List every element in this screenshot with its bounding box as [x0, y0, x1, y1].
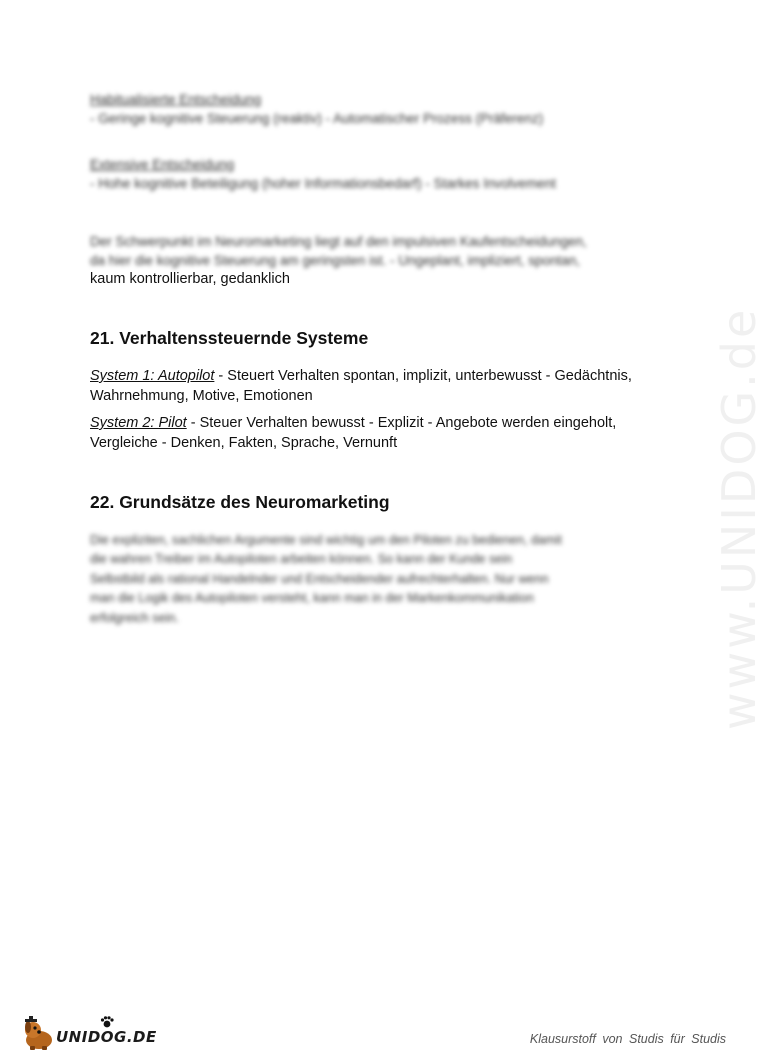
- section-21: [90, 328, 665, 349]
- section-21-heading: 21. Verhaltenssteuernde Systeme: [90, 328, 369, 348]
- schwerpunkt-line-3: kaum kontrollierbar, gedanklich: [90, 271, 290, 287]
- footer-tagline: Klausurstoff von Studis für Studis: [529, 1032, 726, 1046]
- unidog-watermark: www.UNIDOG.de: [712, 306, 766, 730]
- section-22-line-3: Selbstbild als rational Handelnder und Entscheidender aufrechterhalten. Nur wenn: [90, 571, 549, 586]
- paw-icon: [100, 1016, 114, 1028]
- blurred-extensive-section: [90, 155, 665, 193]
- section-21-body: [90, 367, 665, 459]
- section-22-line-5: erfolgreich sein.: [90, 610, 179, 625]
- section-22-line-2: die wahren Treiber im Autopiloten arbeiten können. So kann der Kunde sein: [90, 552, 513, 567]
- unidog-logo[interactable]: [22, 1016, 162, 1052]
- text-extensive: - Hohe kognitive Beteiligung (hoher Informationsbedarf) - Starkes Involvement: [90, 176, 556, 191]
- schwerpunkt-line-1: Der Schwerpunkt im Neuromarketing liegt auf den impulsiven Kaufentscheidungen,: [90, 234, 587, 249]
- heading-extensive: Extensive Entscheidung: [90, 157, 235, 172]
- system-1-label: System 1: Autopilot: [90, 368, 215, 384]
- section-22: [90, 492, 665, 513]
- section-22-line-4: man die Logik des Autopiloten versteht, kann man in der Markenkommunikation: [90, 591, 534, 606]
- logo-text: UNIDOG.DE: [56, 1028, 157, 1046]
- system-2-label: System 2: Pilot: [90, 415, 187, 431]
- section-22-heading: 22. Grundsätze des Neuromarketing: [90, 492, 390, 512]
- section-22-blurred-paragraph: [90, 531, 665, 628]
- heading-habitualisierte: Habitualisierte Entscheidung: [90, 92, 262, 107]
- blurred-top-section: [90, 90, 665, 128]
- system-2-entry: [90, 414, 665, 453]
- text-habitualisierte: - Geringe kognitive Steuerung (reaktiv) - Automatischer Prozess (Präferenz): [90, 111, 544, 126]
- section-22-line-1: Die expliziten, sachlichen Argumente sind wichtig um den Piloten zu bedienen, damit: [90, 533, 562, 547]
- system-1-entry: [90, 367, 665, 406]
- schwerpunkt-paragraph: [90, 232, 665, 289]
- schwerpunkt-line-2: da hier die kognitive Steuerung am geringsten ist. - Ungeplant, impliziert, spontan,: [90, 253, 581, 268]
- system-1-text: - Steuert Verhalten spontan, implizit, unterbewusst - Gedächtnis, Wahrnehmung, Motive, Emotionen: [90, 368, 632, 404]
- system-2-text: - Steuer Verhalten bewusst - Explizit - Angebote werden eingeholt, Vergleiche - Denken, Fakten, Sprache, Vernunft: [90, 415, 617, 451]
